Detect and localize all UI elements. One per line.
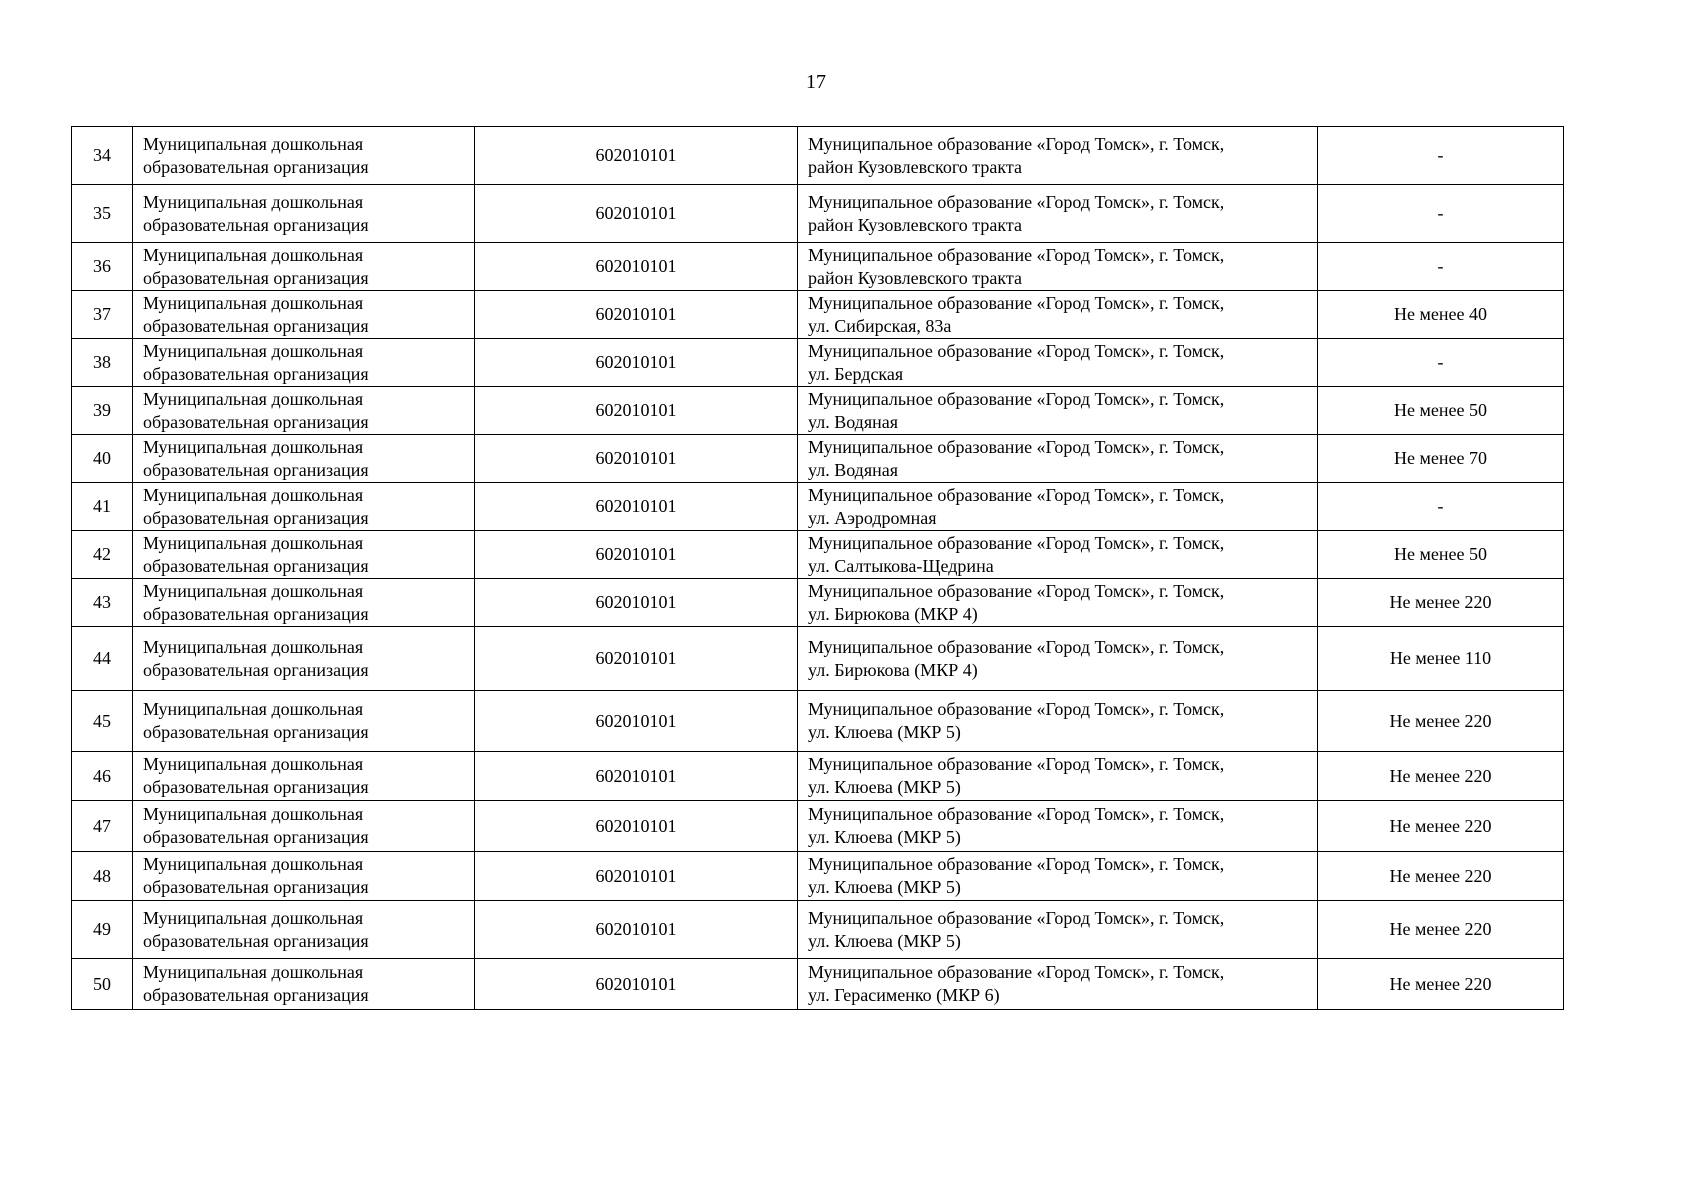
address-line: ул. Аэродромная: [808, 507, 937, 528]
table-row: [72, 752, 1564, 801]
row-number: 34: [72, 127, 133, 185]
capacity-cell: -: [1318, 127, 1564, 185]
organization-line: образовательная организация: [143, 722, 369, 742]
organization-line: образовательная организация: [143, 603, 369, 624]
organization-cell: [133, 852, 475, 901]
code-cell: 602010101: [475, 127, 798, 185]
organization-cell: [133, 339, 475, 387]
organization-line: образовательная организация: [143, 459, 369, 480]
organization-cell: [133, 435, 475, 483]
table-row: [72, 801, 1564, 852]
organization-line: образовательная организация: [143, 156, 369, 177]
code-cell: 602010101: [475, 339, 798, 387]
row-number: 48: [72, 852, 133, 901]
row-number: 45: [72, 691, 133, 752]
capacity-cell: -: [1318, 339, 1564, 387]
organization-line: образовательная организация: [143, 659, 369, 680]
address-line: ул. Салтыкова-Щедрина: [808, 555, 994, 576]
capacity-cell: Не менее 50: [1318, 531, 1564, 579]
address-cell: [798, 185, 1318, 243]
address-cell: [798, 959, 1318, 1010]
table-row: [72, 435, 1564, 483]
code-cell: 602010101: [475, 531, 798, 579]
organization-line: образовательная организация: [143, 411, 369, 432]
row-number: 39: [72, 387, 133, 435]
row-number: 46: [72, 752, 133, 801]
address-line: Муниципальное образование «Город Томск», г. Томск,: [808, 292, 1225, 313]
document-table: [71, 126, 1564, 1010]
capacity-cell: -: [1318, 483, 1564, 531]
table-body: [72, 127, 1564, 1010]
organization-line: Муниципальная дошкольная: [143, 907, 364, 928]
row-number: 44: [72, 627, 133, 691]
organization-line: Муниципальная дошкольная: [143, 962, 364, 982]
organization-cell: [133, 752, 475, 801]
organization-cell: [133, 801, 475, 852]
row-number: 35: [72, 185, 133, 243]
table-row: [72, 387, 1564, 435]
organization-line: образовательная организация: [143, 214, 369, 235]
address-cell: [798, 243, 1318, 291]
capacity-cell: Не менее 220: [1318, 691, 1564, 752]
address-line: Муниципальное образование «Город Томск», г. Томск,: [808, 636, 1225, 657]
address-line: ул. Клюева (МКР 5): [808, 827, 961, 847]
organization-line: образовательная организация: [143, 777, 369, 797]
row-number: 50: [72, 959, 133, 1010]
capacity-cell: -: [1318, 185, 1564, 243]
capacity-cell: -: [1318, 243, 1564, 291]
address-cell: [798, 291, 1318, 339]
capacity-cell: Не менее 50: [1318, 387, 1564, 435]
address-line: Муниципальное образование «Город Томск», г. Томск,: [808, 484, 1225, 505]
organization-line: Муниципальная дошкольная: [143, 699, 364, 719]
address-line: Муниципальное образование «Город Томск», г. Томск,: [808, 907, 1225, 928]
address-line: район Кузовлевского тракта: [808, 267, 1022, 288]
organization-cell: [133, 627, 475, 691]
address-line: Муниципальное образование «Город Томск», г. Томск,: [808, 699, 1225, 719]
address-cell: [798, 483, 1318, 531]
code-cell: 602010101: [475, 959, 798, 1010]
table-row: [72, 579, 1564, 627]
address-line: Муниципальное образование «Город Томск», г. Томск,: [808, 754, 1225, 774]
capacity-cell: Не менее 70: [1318, 435, 1564, 483]
address-line: Муниципальное образование «Город Томск», г. Томск,: [808, 804, 1225, 824]
address-line: Муниципальное образование «Город Томск», г. Томск,: [808, 436, 1225, 457]
organization-line: образовательная организация: [143, 930, 369, 951]
address-cell: [798, 127, 1318, 185]
code-cell: 602010101: [475, 852, 798, 901]
address-line: ул. Герасименко (МКР 6): [808, 985, 1000, 1005]
table-row: [72, 959, 1564, 1010]
address-cell: [798, 339, 1318, 387]
address-cell: [798, 901, 1318, 959]
organization-line: образовательная организация: [143, 267, 369, 288]
capacity-cell: Не менее 40: [1318, 291, 1564, 339]
capacity-cell: Не менее 220: [1318, 579, 1564, 627]
address-cell: [798, 531, 1318, 579]
address-line: ул. Клюева (МКР 5): [808, 722, 961, 742]
row-number: 37: [72, 291, 133, 339]
organization-line: Муниципальная дошкольная: [143, 436, 364, 457]
organization-cell: [133, 691, 475, 752]
row-number: 40: [72, 435, 133, 483]
address-line: ул. Водяная: [808, 411, 899, 432]
capacity-cell: Не менее 220: [1318, 959, 1564, 1010]
organization-line: Муниципальная дошкольная: [143, 244, 364, 265]
code-cell: 602010101: [475, 185, 798, 243]
address-line: Муниципальное образование «Город Томск», г. Томск,: [808, 854, 1225, 874]
organization-line: Муниципальная дошкольная: [143, 580, 364, 601]
address-line: Муниципальное образование «Город Томск», г. Томск,: [808, 388, 1225, 409]
table-row: [72, 127, 1564, 185]
address-cell: [798, 752, 1318, 801]
address-cell: [798, 801, 1318, 852]
code-cell: 602010101: [475, 752, 798, 801]
organization-line: Муниципальная дошкольная: [143, 133, 364, 154]
table-row: [72, 483, 1564, 531]
organization-line: Муниципальная дошкольная: [143, 388, 364, 409]
code-cell: 602010101: [475, 801, 798, 852]
table-row: [72, 852, 1564, 901]
organization-cell: [133, 959, 475, 1010]
address-cell: [798, 579, 1318, 627]
address-line: Муниципальное образование «Город Томск», г. Томск,: [808, 580, 1225, 601]
address-line: Муниципальное образование «Город Томск», г. Томск,: [808, 133, 1225, 154]
address-line: район Кузовлевского тракта: [808, 156, 1022, 177]
address-line: ул. Бердская: [808, 363, 904, 384]
table-row: [72, 531, 1564, 579]
address-line: ул. Клюева (МКР 5): [808, 777, 961, 797]
table-row: [72, 185, 1564, 243]
organization-line: образовательная организация: [143, 507, 369, 528]
address-cell: [798, 627, 1318, 691]
capacity-cell: Не менее 220: [1318, 901, 1564, 959]
organization-line: образовательная организация: [143, 315, 369, 336]
organization-cell: [133, 531, 475, 579]
organization-cell: [133, 387, 475, 435]
organization-cell: [133, 291, 475, 339]
row-number: 47: [72, 801, 133, 852]
organization-cell: [133, 483, 475, 531]
row-number: 42: [72, 531, 133, 579]
address-line: район Кузовлевского тракта: [808, 214, 1022, 235]
organization-cell: [133, 579, 475, 627]
address-line: Муниципальное образование «Город Томск», г. Томск,: [808, 244, 1225, 265]
table-row: [72, 901, 1564, 959]
organization-line: Муниципальная дошкольная: [143, 636, 364, 657]
organization-line: образовательная организация: [143, 827, 369, 847]
table-row: [72, 627, 1564, 691]
address-line: ул. Клюева (МКР 5): [808, 930, 961, 951]
code-cell: 602010101: [475, 627, 798, 691]
organization-cell: [133, 185, 475, 243]
organization-line: образовательная организация: [143, 877, 369, 897]
address-cell: [798, 435, 1318, 483]
code-cell: 602010101: [475, 691, 798, 752]
code-cell: 602010101: [475, 387, 798, 435]
organization-line: Муниципальная дошкольная: [143, 754, 364, 774]
address-line: Муниципальное образование «Город Томск», г. Томск,: [808, 191, 1225, 212]
page-number: 17: [806, 71, 826, 93]
table-row: [72, 243, 1564, 291]
organization-line: образовательная организация: [143, 555, 369, 576]
organization-line: Муниципальная дошкольная: [143, 854, 364, 874]
address-line: Муниципальное образование «Город Томск», г. Томск,: [808, 962, 1225, 982]
table-row: [72, 691, 1564, 752]
code-cell: 602010101: [475, 579, 798, 627]
organization-cell: [133, 243, 475, 291]
organization-line: Муниципальная дошкольная: [143, 191, 364, 212]
organization-line: образовательная организация: [143, 363, 369, 384]
organization-line: Муниципальная дошкольная: [143, 292, 364, 313]
code-cell: 602010101: [475, 291, 798, 339]
address-cell: [798, 691, 1318, 752]
capacity-cell: Не менее 220: [1318, 852, 1564, 901]
row-number: 49: [72, 901, 133, 959]
code-cell: 602010101: [475, 483, 798, 531]
code-cell: 602010101: [475, 901, 798, 959]
address-cell: [798, 387, 1318, 435]
row-number: 38: [72, 339, 133, 387]
address-line: ул. Сибирская, 83а: [808, 315, 952, 336]
organization-line: Муниципальная дошкольная: [143, 804, 364, 824]
code-cell: 602010101: [475, 243, 798, 291]
organization-line: Муниципальная дошкольная: [143, 484, 364, 505]
code-cell: 602010101: [475, 435, 798, 483]
address-cell: [798, 852, 1318, 901]
address-line: ул. Водяная: [808, 459, 899, 480]
table-row: [72, 339, 1564, 387]
capacity-cell: Не менее 220: [1318, 801, 1564, 852]
row-number: 43: [72, 579, 133, 627]
address-line: ул. Бирюкова (МКР 4): [808, 603, 978, 624]
organization-cell: [133, 127, 475, 185]
address-line: ул. Клюева (МКР 5): [808, 877, 961, 897]
row-number: 36: [72, 243, 133, 291]
organization-line: образовательная организация: [143, 985, 369, 1005]
table-row: [72, 291, 1564, 339]
organization-line: Муниципальная дошкольная: [143, 340, 364, 361]
organization-cell: [133, 901, 475, 959]
organization-line: Муниципальная дошкольная: [143, 532, 364, 553]
address-line: Муниципальное образование «Город Томск», г. Томск,: [808, 340, 1225, 361]
row-number: 41: [72, 483, 133, 531]
address-line: Муниципальное образование «Город Томск», г. Томск,: [808, 532, 1225, 553]
address-line: ул. Бирюкова (МКР 4): [808, 659, 978, 680]
capacity-cell: Не менее 220: [1318, 752, 1564, 801]
capacity-cell: Не менее 110: [1318, 627, 1564, 691]
